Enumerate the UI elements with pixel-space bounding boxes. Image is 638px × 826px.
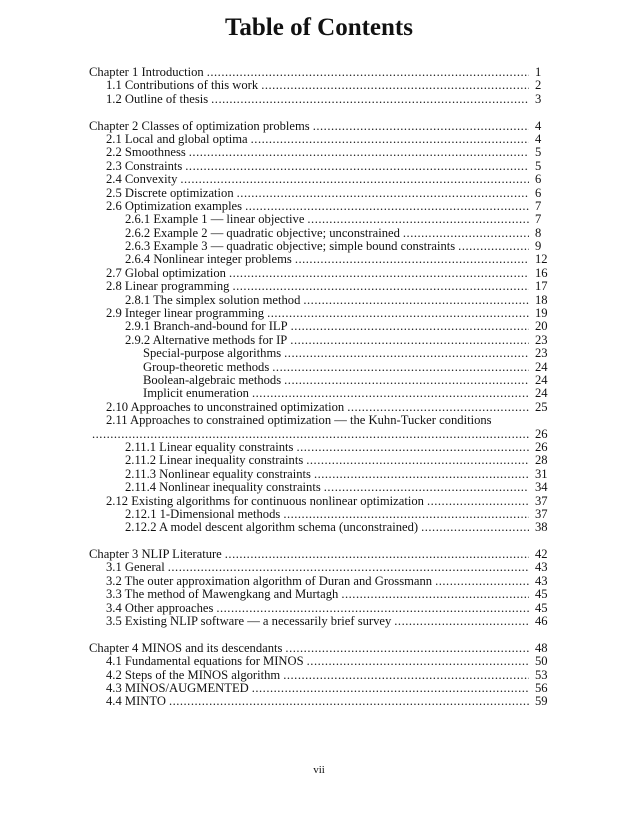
- toc-entry-page: 42: [535, 547, 548, 562]
- toc-entry-label: 2.11.1 Linear equality constraints: [125, 439, 294, 454]
- toc-entry-page: 20: [535, 319, 548, 334]
- toc-dot-leader: [237, 187, 529, 200]
- toc-entry[interactable]: [89, 401, 549, 414]
- toc-entry-page: 17: [535, 279, 548, 294]
- toc-entry-page: 4: [535, 118, 542, 133]
- toc-entry-page: 28: [535, 453, 548, 468]
- toc-entry-page: 8: [535, 225, 542, 240]
- toc-entry-label: 2.12.1 1-Dimensional methods: [125, 506, 281, 521]
- toc-entry-page: 24: [535, 372, 548, 387]
- toc-entry-label: 2.2 Smoothness: [106, 145, 186, 160]
- toc-entry[interactable]: [89, 146, 549, 159]
- toc-entry[interactable]: [89, 133, 549, 146]
- toc-dot-leader: [225, 548, 529, 561]
- toc-entry[interactable]: [89, 374, 549, 387]
- toc-entry-label: 1.1 Contributions of this work: [106, 78, 259, 93]
- toc-dot-leader: [207, 66, 529, 79]
- toc-entry[interactable]: [89, 414, 549, 427]
- toc-entry[interactable]: [89, 320, 549, 333]
- toc-entry-label: 2.6.2 Example 2 — quadratic objective; unconstrained: [125, 225, 400, 240]
- toc-entry[interactable]: [89, 240, 549, 253]
- toc-entry-page: 43: [535, 573, 548, 588]
- toc-dot-leader: [216, 602, 529, 615]
- toc-dot-leader: [252, 682, 529, 695]
- toc-entry-page: 37: [535, 506, 548, 521]
- toc-entry-page: 7: [535, 212, 542, 227]
- toc-entry[interactable]: [89, 588, 549, 601]
- toc-dot-leader: [232, 280, 529, 293]
- toc-entry[interactable]: [89, 441, 549, 454]
- toc-entry-page: 9: [535, 239, 542, 254]
- toc-entry[interactable]: [89, 695, 549, 708]
- toc-entry[interactable]: [89, 79, 549, 92]
- page-number-footer: vii: [313, 764, 325, 776]
- toc-entry[interactable]: [89, 173, 549, 186]
- toc-entry[interactable]: [89, 615, 549, 628]
- toc-entry[interactable]: [89, 280, 549, 293]
- toc-entry-label: 2.11.4 Nonlinear inequality constraints: [125, 480, 321, 495]
- toc-dot-leader: [251, 133, 529, 146]
- toc-entry-page: 6: [535, 185, 542, 200]
- toc-entry-page: 16: [535, 265, 548, 280]
- toc-entry-label: 2.8 Linear programming: [106, 279, 230, 294]
- toc-entry-page: 2: [535, 78, 542, 93]
- toc-dot-leader: [284, 347, 529, 360]
- toc-entry-page: 26: [535, 439, 548, 454]
- toc-dot-leader: [229, 267, 529, 280]
- section-gap: [89, 535, 549, 548]
- toc-entry-label: 2.11 Approaches to constrained optimization — the Kuhn-Tucker conditions: [106, 413, 492, 428]
- toc-entry-label: 2.9.2 Alternative methods for IP: [125, 332, 288, 347]
- toc-dot-leader: [283, 669, 529, 682]
- toc-entry[interactable]: [89, 307, 549, 320]
- toc-dot-leader: [307, 655, 529, 668]
- toc-entry[interactable]: [89, 655, 549, 668]
- toc-entry-page: 45: [535, 587, 548, 602]
- toc-dot-leader: [252, 387, 529, 400]
- table-of-contents: [89, 66, 549, 709]
- toc-entry-label: Group-theoretic methods: [143, 359, 270, 374]
- toc-entry-page: 23: [535, 332, 548, 347]
- toc-entry-label: 3.5 Existing NLIP software — a necessarily brief survey: [106, 614, 392, 629]
- toc-entry[interactable]: [89, 642, 549, 655]
- toc-dot-leader: [211, 93, 529, 106]
- toc-entry[interactable]: [89, 561, 549, 574]
- toc-entry[interactable]: [89, 253, 549, 266]
- toc-entry-page: 4: [535, 131, 542, 146]
- toc-dot-leader: [307, 213, 529, 226]
- toc-dot-leader: [283, 508, 529, 521]
- toc-entry[interactable]: [89, 682, 549, 695]
- toc-entry-page: 5: [535, 145, 542, 160]
- toc-entry[interactable]: [89, 481, 549, 494]
- toc-dot-leader: [435, 575, 529, 588]
- toc-entry-label: 3.2 The outer approximation algorithm of Duran and Grossmann: [106, 573, 433, 588]
- toc-entry-label: 2.6.1 Example 1 — linear objective: [125, 212, 305, 227]
- toc-entry[interactable]: [89, 227, 549, 240]
- toc-dot-leader: [284, 374, 529, 387]
- page-title: Table of Contents: [225, 14, 413, 41]
- toc-entry[interactable]: [89, 66, 549, 79]
- section-gap: [89, 628, 549, 641]
- toc-entry-label: 2.6.3 Example 3 — quadratic objective; simple bound constraints: [125, 239, 456, 254]
- toc-entry-label: Boolean-algebraic methods: [143, 372, 282, 387]
- toc-entry-page: 34: [535, 480, 548, 495]
- toc-dot-leader: [169, 695, 529, 708]
- toc-entry-label: 3.4 Other approaches: [106, 600, 214, 615]
- toc-dot-leader: [185, 160, 529, 173]
- toc-entry-label: 4.2 Steps of the MINOS algorithm: [106, 667, 281, 682]
- toc-dot-leader: [180, 173, 529, 186]
- toc-entry-page: 53: [535, 667, 548, 682]
- toc-dot-leader: [306, 454, 529, 467]
- toc-entry[interactable]: [89, 602, 549, 615]
- toc-dot-leader: [458, 240, 529, 253]
- toc-entry-page: 50: [535, 654, 548, 669]
- toc-dot-leader: [296, 441, 529, 454]
- toc-entry[interactable]: [89, 267, 549, 280]
- toc-entry-page: 46: [535, 614, 548, 629]
- toc-entry-label: 4.3 MINOS/AUGMENTED: [106, 680, 249, 695]
- toc-entry[interactable]: [89, 575, 549, 588]
- toc-dot-leader: [92, 428, 529, 441]
- toc-entry-page: 1: [535, 65, 542, 79]
- toc-entry-label: 2.7 Global optimization: [106, 265, 226, 280]
- toc-entry-label: 2.6 Optimization examples: [106, 198, 243, 213]
- toc-dot-leader: [341, 588, 529, 601]
- toc-entry-label: 2.8.1 The simplex solution method: [125, 292, 301, 307]
- toc-dot-leader: [291, 320, 529, 333]
- toc-dot-leader: [324, 481, 529, 494]
- toc-dot-leader: [295, 253, 529, 266]
- section-gap: [89, 106, 549, 119]
- toc-entry-label: 2.1 Local and global optima: [106, 131, 248, 146]
- toc-dot-leader: [403, 227, 529, 240]
- toc-entry[interactable]: [89, 548, 549, 561]
- toc-entry-label: 2.6.4 Nonlinear integer problems: [125, 252, 292, 267]
- toc-entry-page: 23: [535, 346, 548, 361]
- toc-dot-leader: [290, 334, 529, 347]
- toc-entry[interactable]: [89, 160, 549, 173]
- toc-entry-page: 37: [535, 493, 548, 508]
- toc-entry-page: 24: [535, 386, 548, 401]
- toc-entry-label: 2.9 Integer linear programming: [106, 306, 265, 321]
- toc-entry-label: Chapter 1 Introduction: [89, 65, 204, 79]
- toc-entry-page: 19: [535, 306, 548, 321]
- toc-dot-leader: [303, 294, 529, 307]
- toc-dot-leader: [421, 521, 529, 534]
- toc-entry-label: Implicit enumeration: [143, 386, 249, 401]
- toc-entry[interactable]: [89, 120, 549, 133]
- toc-entry-label: Special-purpose algorithms: [143, 346, 282, 361]
- toc-entry[interactable]: [89, 428, 549, 441]
- toc-entry[interactable]: [89, 200, 549, 213]
- toc-entry-label: Chapter 4 MINOS and its descendants: [89, 640, 283, 655]
- toc-entry[interactable]: [89, 347, 549, 360]
- toc-dot-leader: [189, 146, 529, 159]
- toc-entry[interactable]: [89, 521, 549, 534]
- toc-entry[interactable]: [89, 93, 549, 106]
- toc-entry-label: 2.9.1 Branch-and-bound for ILP: [125, 319, 288, 334]
- toc-entry[interactable]: [89, 669, 549, 682]
- toc-entry-page: 18: [535, 292, 548, 307]
- toc-entry-page: 12: [535, 252, 548, 267]
- toc-entry-page: 7: [535, 198, 542, 213]
- toc-dot-leader: [245, 200, 529, 213]
- toc-entry-label: 4.1 Fundamental equations for MINOS: [106, 654, 304, 669]
- toc-entry-label: 2.4 Convexity: [106, 172, 178, 187]
- toc-entry-page: 56: [535, 680, 548, 695]
- toc-entry-label: 2.3 Constraints: [106, 158, 183, 173]
- toc-entry[interactable]: [89, 187, 549, 200]
- toc-entry-label: 3.3 The method of Mawengkang and Murtagh: [106, 587, 339, 602]
- toc-entry-label: Chapter 3 NLIP Literature: [89, 547, 222, 562]
- toc-entry[interactable]: [89, 468, 549, 481]
- toc-entry[interactable]: [89, 387, 549, 400]
- toc-dot-leader: [314, 468, 529, 481]
- toc-entry-page: 5: [535, 158, 542, 173]
- toc-dot-leader: [261, 79, 529, 92]
- toc-dot-leader: [427, 495, 529, 508]
- toc-entry[interactable]: [89, 495, 549, 508]
- toc-dot-leader: [272, 361, 529, 374]
- toc-entry-label: 2.12 Existing algorithms for continuous nonlinear optimization: [106, 493, 424, 508]
- toc-entry-page: 31: [535, 466, 548, 481]
- toc-entry-page: 3: [535, 91, 542, 106]
- toc-entry[interactable]: [89, 361, 549, 374]
- toc-entry[interactable]: [89, 334, 549, 347]
- toc-entry[interactable]: [89, 454, 549, 467]
- toc-dot-leader: [285, 642, 529, 655]
- toc-entry-label: 3.1 General: [106, 560, 165, 575]
- toc-entry-label: 1.2 Outline of thesis: [106, 91, 209, 106]
- toc-entry[interactable]: [89, 508, 549, 521]
- toc-entry-page: 48: [535, 640, 548, 655]
- toc-entry[interactable]: [89, 294, 549, 307]
- toc-entry-label: 2.11.3 Nonlinear equality constraints: [125, 466, 311, 481]
- toc-dot-leader: [313, 120, 529, 133]
- toc-entry-label: 2.11.2 Linear inequality constraints: [125, 453, 304, 468]
- toc-dot-leader: [267, 307, 529, 320]
- toc-dot-leader: [394, 615, 529, 628]
- toc-entry-page: 6: [535, 172, 542, 187]
- toc-entry-label: 4.4 MINTO: [106, 694, 166, 709]
- toc-entry-page: 38: [535, 520, 548, 535]
- toc-entry-page: 43: [535, 560, 548, 575]
- toc-entry-label: 2.5 Discrete optimization: [106, 185, 234, 200]
- toc-entry-label: 2.10 Approaches to unconstrained optimization: [106, 399, 345, 414]
- toc-entry-page: 24: [535, 359, 548, 374]
- toc-entry-page: 25: [535, 399, 548, 414]
- toc-dot-leader: [347, 401, 529, 414]
- toc-entry-page: 59: [535, 694, 548, 709]
- toc-dot-leader: [168, 561, 529, 574]
- toc-entry[interactable]: [89, 213, 549, 226]
- toc-entry-label: 2.12.2 A model descent algorithm schema (unconstrained): [125, 520, 419, 535]
- toc-entry-page: 45: [535, 600, 548, 615]
- toc-entry-page: 26: [535, 426, 548, 441]
- toc-entry-label: Chapter 2 Classes of optimization problems: [89, 118, 310, 133]
